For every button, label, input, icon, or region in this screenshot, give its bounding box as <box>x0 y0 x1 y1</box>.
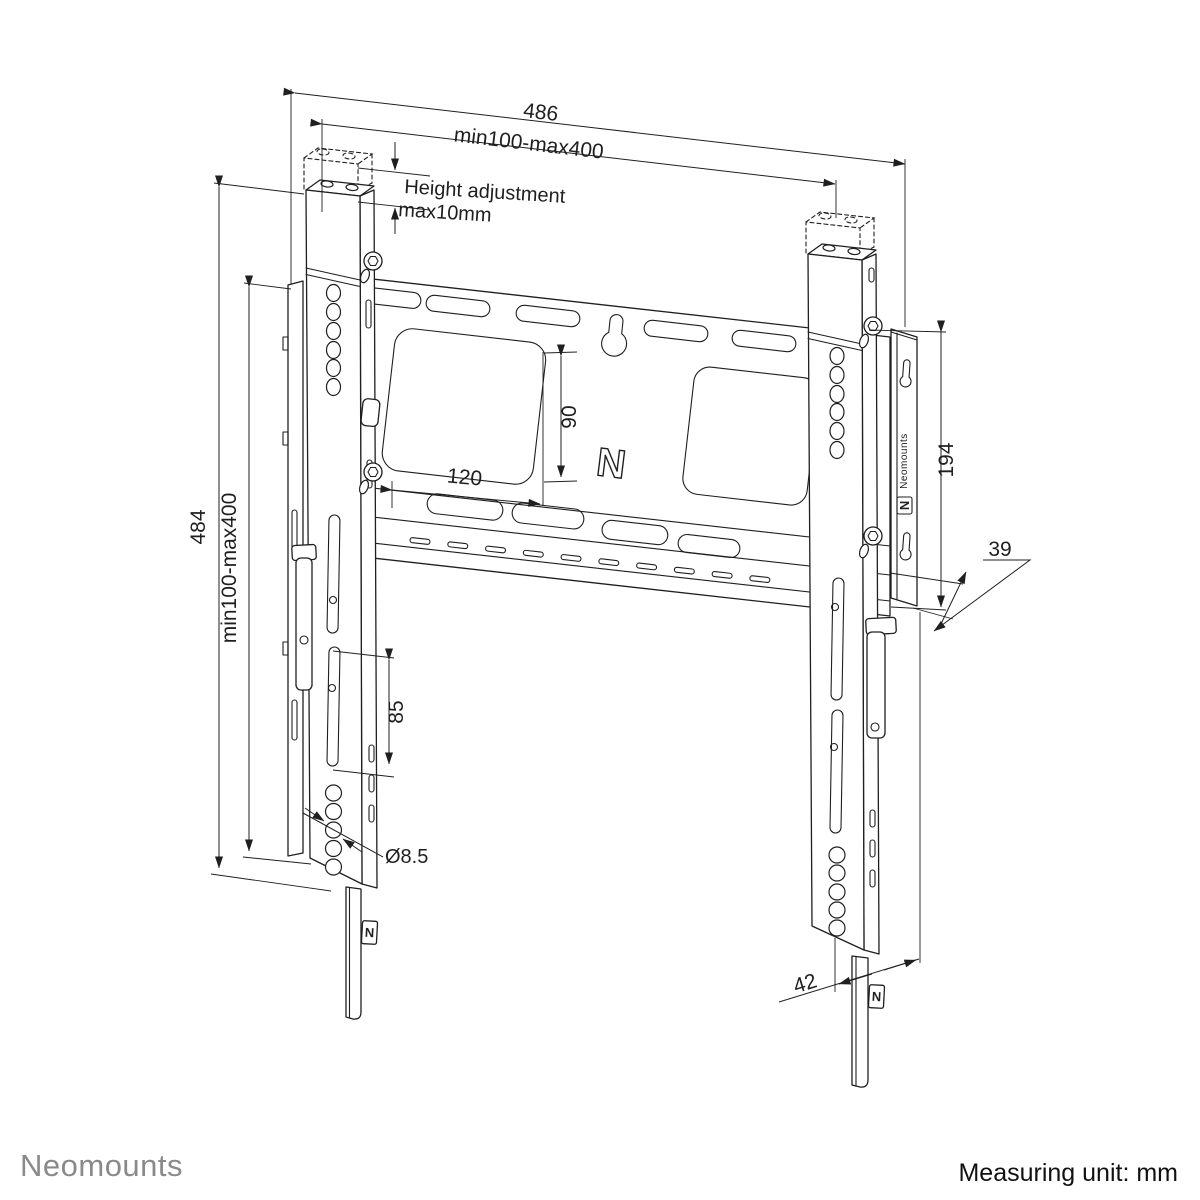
n-logo-engraved: N <box>594 440 629 488</box>
svg-text:max10mm: max10mm <box>397 199 493 227</box>
left-bracket <box>292 148 382 1019</box>
svg-text:min100-max400: min100-max400 <box>218 492 241 644</box>
left-latch-tab <box>361 398 381 427</box>
right-wall-rail <box>891 329 917 606</box>
svg-text:194: 194 <box>935 442 958 478</box>
svg-text:120: 120 <box>446 464 484 491</box>
svg-text:min100-max400: min100-max400 <box>452 123 605 164</box>
svg-text:39: 39 <box>988 538 1012 561</box>
svg-text:N: N <box>364 924 375 941</box>
svg-text:486: 486 <box>522 99 560 126</box>
right-bracket-strap <box>852 956 885 1087</box>
svg-text:484: 484 <box>187 509 210 545</box>
svg-text:N: N <box>871 988 882 1005</box>
wall-plate <box>310 272 890 616</box>
svg-text:42: 42 <box>790 969 820 999</box>
svg-text:90: 90 <box>558 405 581 429</box>
brand-logo: Neomounts <box>20 1148 184 1183</box>
svg-text:85: 85 <box>385 700 408 724</box>
rail-brand-text: Neomounts <box>899 433 910 489</box>
measuring-unit-note: Measuring unit: mm <box>958 1159 1178 1187</box>
right-bracket-bottom-holes <box>829 847 845 936</box>
left-bracket-strap <box>346 887 378 1019</box>
svg-text:Height adjustment: Height adjustment <box>403 176 566 208</box>
right-bracket-slider <box>866 617 897 738</box>
svg-text:Ø8.5: Ø8.5 <box>385 846 429 868</box>
svg-text:N: N <box>897 500 912 511</box>
